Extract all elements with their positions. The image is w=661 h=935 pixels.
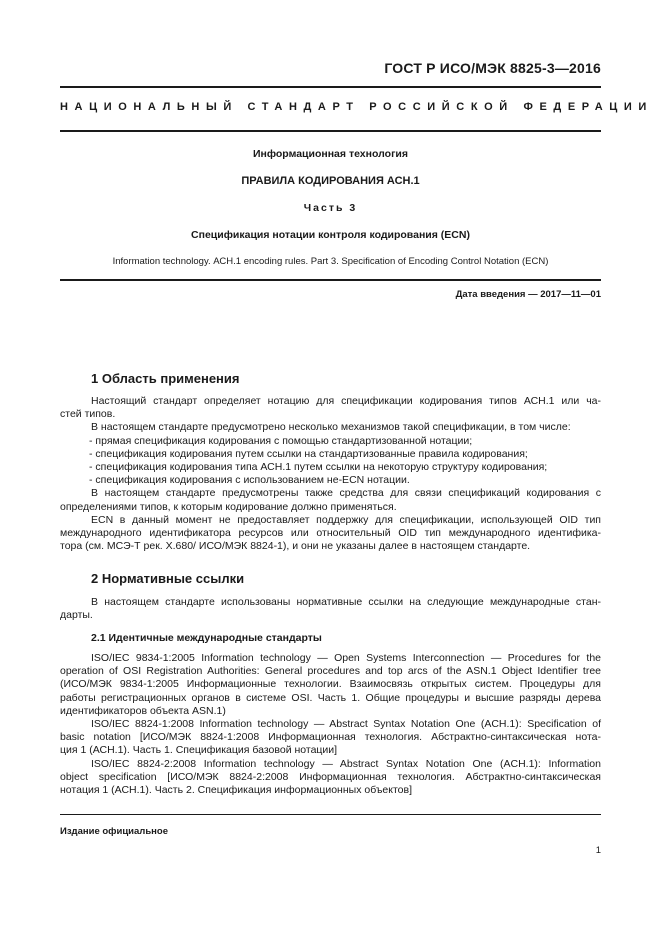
- reference-line: object specification [ИСО/МЭК 8824-2:2008 Информационная технология. Абстрактно-синтаксическая: [60, 770, 601, 783]
- text-line: дарты.: [60, 609, 93, 622]
- text-line: Настоящий стандарт определяет нотацию для спецификации кодирования типов АСН.1 или ча-: [91, 395, 601, 407]
- references-list: [60, 652, 601, 797]
- footer-rule: [60, 814, 601, 815]
- official-edition-label: Издание официальное: [60, 826, 168, 837]
- section-2-heading: 2 Нормативные ссылки: [91, 571, 245, 586]
- text-line: ECN в данный момент не предоставляет поддержку для спецификации, использующей OID тип: [91, 513, 601, 526]
- section-1-body: [60, 395, 601, 553]
- title-line-1: Информационная технология: [252, 148, 409, 160]
- list-item: - спецификация кодирования типа АСН.1 путем ссылки на некоторую структуру кодирования;: [89, 461, 548, 474]
- subsection-2-1-heading: 2.1 Идентичные международные стандарты: [91, 632, 322, 644]
- list-item: - прямая спецификация кодирования с помощью стандартизованной нотации;: [89, 434, 473, 447]
- reference-line: работы регистрационных органов в системе OSI. Часть 1. Общие процедуры и высшие разряды дерева: [60, 691, 601, 704]
- list-item: - спецификация кодирования с использованием не-ECN нотации.: [89, 474, 410, 487]
- title-line-4: Спецификация нотации контроля кодирования (ECN): [191, 229, 470, 241]
- title-rule: [60, 279, 601, 281]
- title-part: Часть 3: [303, 202, 358, 214]
- reference-line: ISO/IEC 8824-1:2008 Information technology — Abstract Syntax Notation One (ACH.1): Specification of: [91, 718, 601, 731]
- reference-line: ция 1 (АСН.1). Часть 1. Спецификация базовой нотации]: [60, 744, 338, 757]
- document-code: ГОСТ Р ИСО/МЭК 8825-3—2016: [384, 60, 601, 76]
- national-standard-banner: НАЦИОНАЛЬНЫЙ СТАНДАРТ РОССИЙСКОЙ ФЕДЕРАЦИИ: [60, 101, 653, 113]
- text-line: В настоящем стандарте предусмотрено несколько механизмов такой спецификации, в том числе:: [91, 421, 571, 434]
- reference-line: ISO/IEC 9834-1:2005 Information technology — Open Systems Interconnection — Procedures for the: [91, 652, 601, 664]
- section-1-heading: 1 Область применения: [91, 371, 240, 386]
- title-english: Information technology. АСН.1 encoding rules. Part 3. Specification of Encoding Control Notation (ECN): [112, 256, 549, 267]
- text-line: В настоящем стандарте предусмотрены также средства для связи спецификаций кодирования с: [91, 487, 601, 500]
- header-rule: [60, 86, 601, 88]
- text-line: тора (см. МСЭ-Т рек. Х.680/ ИСО/МЭК 8824-1), и они не указаны далее в настоящем стандарте.: [60, 540, 531, 553]
- text-line: международного идентификатора ресурсов или относительный OID тип международного идентифика-: [60, 527, 601, 540]
- reference-line: идентификаторов объекта ASN.1): [60, 704, 226, 717]
- reference-line: нотация 1 (АСН.1). Часть 2. Спецификация информационных объектов]: [60, 784, 413, 797]
- text-line: стей типов.: [60, 408, 116, 421]
- text-line: В настоящем стандарте использованы нормативные ссылки на следующие международные стан-: [91, 596, 601, 608]
- list-item: - спецификация кодирования путем ссылки на стандартизованные правила кодирования;: [89, 447, 528, 460]
- reference-line: operation of OSI Registration Authorities: General procedures and top arcs of the ASN.1 Object Identifier tree: [60, 665, 601, 678]
- reference-line: (ИСО/МЭК 9834-1:2005 Информационные технологии. Взаимосвязь открытых систем. Процедуры для: [60, 678, 601, 691]
- page-number: 1: [595, 845, 601, 856]
- title-line-2: ПРАВИЛА КОДИРОВАНИЯ АСН.1: [241, 175, 420, 187]
- reference-line: basic notation [ИСО/МЭК 8824-1:2008 Информационная технология. Абстрактно-синтаксическая нота-: [60, 731, 601, 744]
- introduction-date: Дата введения — 2017—11—01: [455, 289, 601, 300]
- section-2-body: [60, 596, 601, 622]
- reference-line: ISO/IEC 8824-2:2008 Information technology — Abstract Syntax Notation One (ACH.1): Information: [91, 757, 601, 770]
- banner-rule: [60, 130, 601, 132]
- text-line: определениями типов, к которым кодирование должно применяться.: [60, 500, 397, 513]
